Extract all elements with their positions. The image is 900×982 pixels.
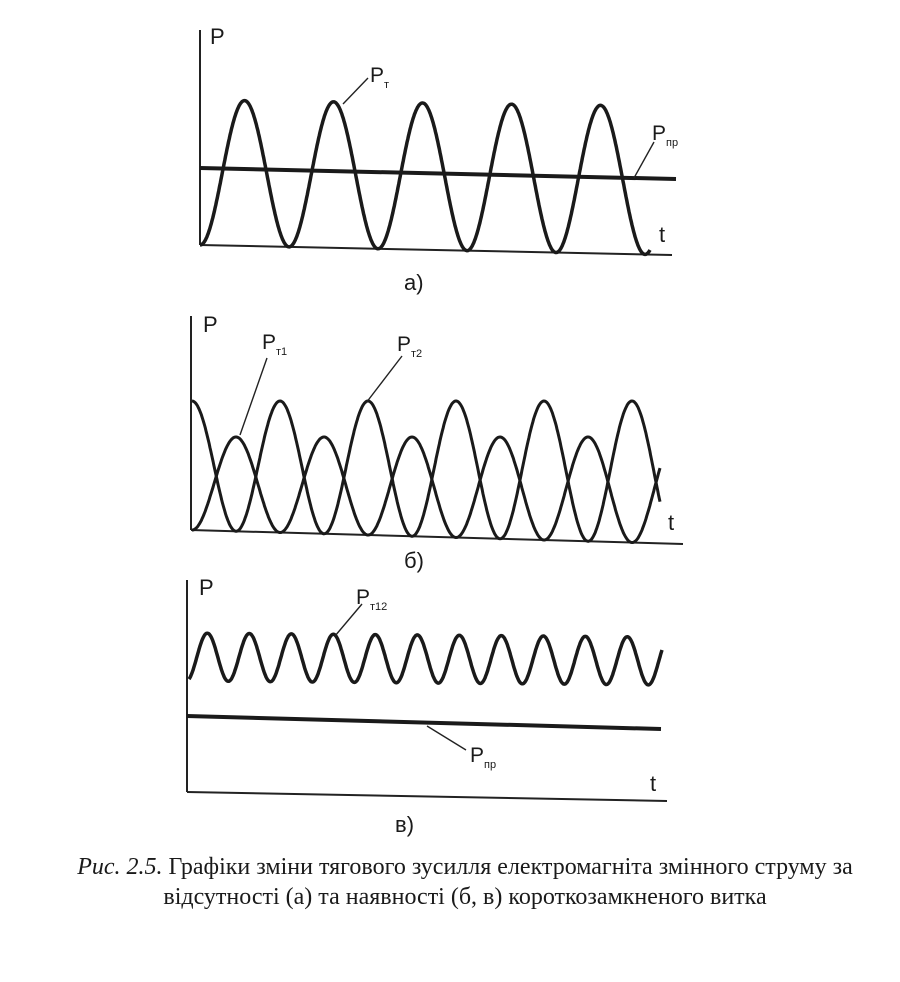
panel-a bbox=[200, 24, 678, 295]
panel-a-x-axis bbox=[200, 245, 672, 255]
panel-b-traction2-label: $P_{т2}$ bbox=[397, 333, 423, 360]
panel-c bbox=[187, 575, 667, 837]
panel-c-y-axis-label: P bbox=[199, 575, 214, 600]
panel-a-counter-label: $P_{пр}$ bbox=[652, 122, 679, 149]
panel-a-x-axis-label: t bbox=[659, 222, 666, 247]
panel-a-counter-leader bbox=[634, 142, 654, 178]
panel-c-counter-leader bbox=[427, 726, 466, 750]
panel-a-counter-force-line bbox=[200, 168, 676, 179]
panel-c-x-axis bbox=[187, 792, 667, 801]
panel-b-traction1-leader bbox=[240, 358, 267, 435]
panel-c-traction12-curve bbox=[189, 633, 662, 685]
panel-c-x-axis-label: t bbox=[650, 771, 657, 796]
panel-b-x-axis-label: t bbox=[668, 510, 675, 535]
panel-b bbox=[191, 312, 683, 573]
panel-b-traction2-leader bbox=[366, 356, 402, 403]
panel-a-traction-label: $P_т$ bbox=[370, 64, 390, 91]
panel-a-traction-leader bbox=[343, 78, 368, 104]
panel-c-traction12-label: $P_{т12}$ bbox=[356, 586, 388, 613]
panel-b-tag: б) bbox=[404, 548, 424, 573]
panel-c-tag: в) bbox=[395, 812, 415, 837]
panel-a-tag: а) bbox=[404, 270, 424, 295]
panel-b-traction1-label: $P_{т1}$ bbox=[262, 331, 288, 358]
panel-a-y-axis-label: P bbox=[210, 24, 225, 49]
panel-c-counter-force-line bbox=[187, 716, 661, 729]
figure-number: Рис. 2.5. bbox=[77, 854, 163, 880]
panel-b-traction2-curve bbox=[192, 401, 660, 541]
figure-caption bbox=[70, 852, 860, 912]
figure-caption-text: Графіки зміни тягового зусилля електромагніта змінного струму за відсутності (а) та наявності (б, в) короткозамкненого витка bbox=[163, 854, 853, 910]
panel-b-y-axis-label: P bbox=[203, 312, 218, 337]
panel-b-x-axis bbox=[191, 530, 683, 544]
panel-c-counter-label: $P_{пр}$ bbox=[470, 744, 497, 771]
